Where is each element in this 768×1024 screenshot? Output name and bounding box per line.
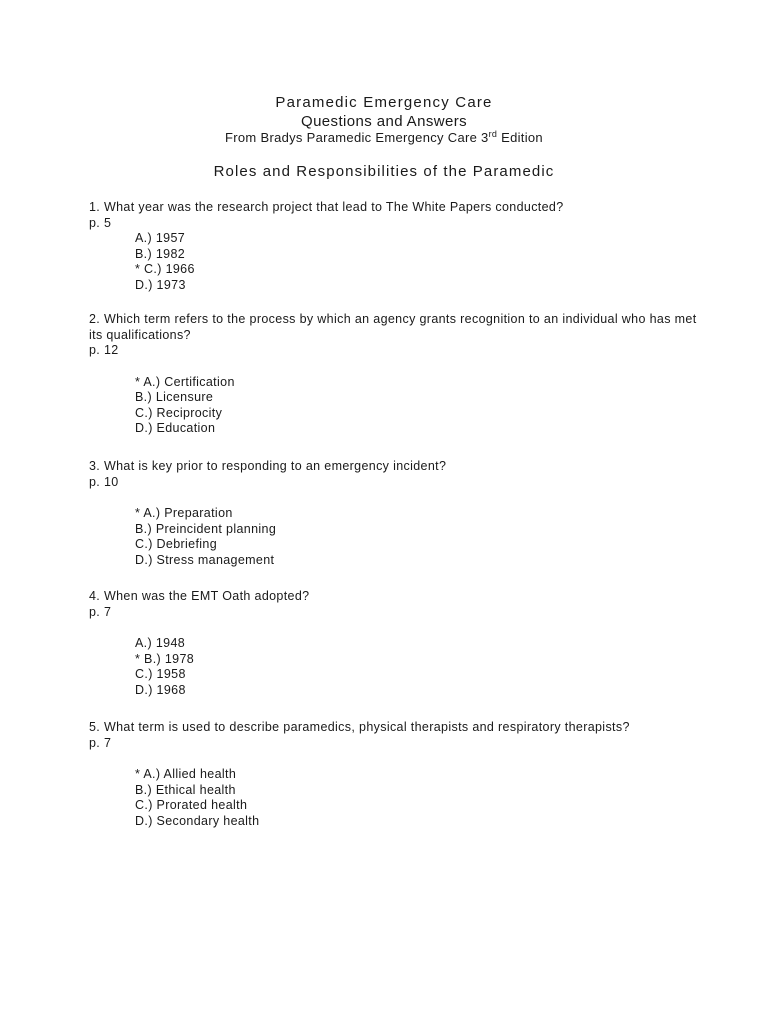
page-reference: p. 5 [89,215,112,230]
page-reference: p. 10 [89,474,119,489]
answer-options [89,231,709,293]
answer-option: C.) Reciprocity [135,405,223,420]
question-text: 4. When was the EMT Oath adopted? [89,589,310,603]
answer-options [89,375,709,437]
answer-option: D.) 1968 [135,682,186,697]
document-source [0,130,768,145]
answer-option: * A.) Certification [135,374,235,389]
question-text: 5. What term is used to describe paramedics, physical therapists and respiratory therapists? [89,720,630,734]
answer-option: C.) 1958 [135,667,186,682]
answer-options [89,767,709,829]
document-title: Paramedic Emergency Care [275,94,493,111]
section-heading: Roles and Responsibilities of the Paramedic [213,163,555,180]
answer-options [89,636,709,698]
question-3 [89,459,709,568]
question-2 [89,312,709,437]
source-prefix: From Bradys Paramedic Emergency Care 3 [225,130,489,145]
answer-option: B.) Ethical health [135,782,236,797]
question-4 [89,589,709,698]
page-reference: p. 7 [89,604,112,619]
answer-option: C.) Debriefing [135,537,218,552]
answer-option: D.) 1973 [135,277,186,292]
document-subtitle: Questions and Answers [301,113,467,130]
question-text: 1. What year was the research project that lead to The White Papers conducted? [89,200,564,214]
answer-option: * A.) Preparation [135,506,233,520]
question-1 [89,200,709,293]
answer-option: * A.) Allied health [135,767,237,781]
question-text: 2. Which term refers to the process by which an agency grants recognition to an individual who has met its qualifications? [89,312,697,342]
answer-options [89,506,709,568]
answer-option: * C.) 1966 [135,262,195,277]
answer-option: * B.) 1978 [135,651,195,666]
answer-option: D.) Education [135,421,216,436]
page-reference: p. 7 [89,735,112,750]
answer-option: D.) Stress management [135,552,275,567]
source-superscript: rd [488,129,498,139]
page-reference: p. 12 [89,343,119,357]
answer-option: A.) 1957 [135,231,186,245]
question-5 [89,720,709,829]
question-text: 3. What is key prior to responding to an emergency incident? [89,459,447,473]
answer-option: A.) 1948 [135,636,186,650]
answer-option: D.) Secondary health [135,813,260,828]
source-suffix: Edition [497,130,543,145]
answer-option: B.) Preincident planning [135,521,277,536]
answer-option: B.) Licensure [135,390,214,405]
answer-option: C.) Prorated health [135,798,248,813]
answer-option: B.) 1982 [135,246,186,261]
